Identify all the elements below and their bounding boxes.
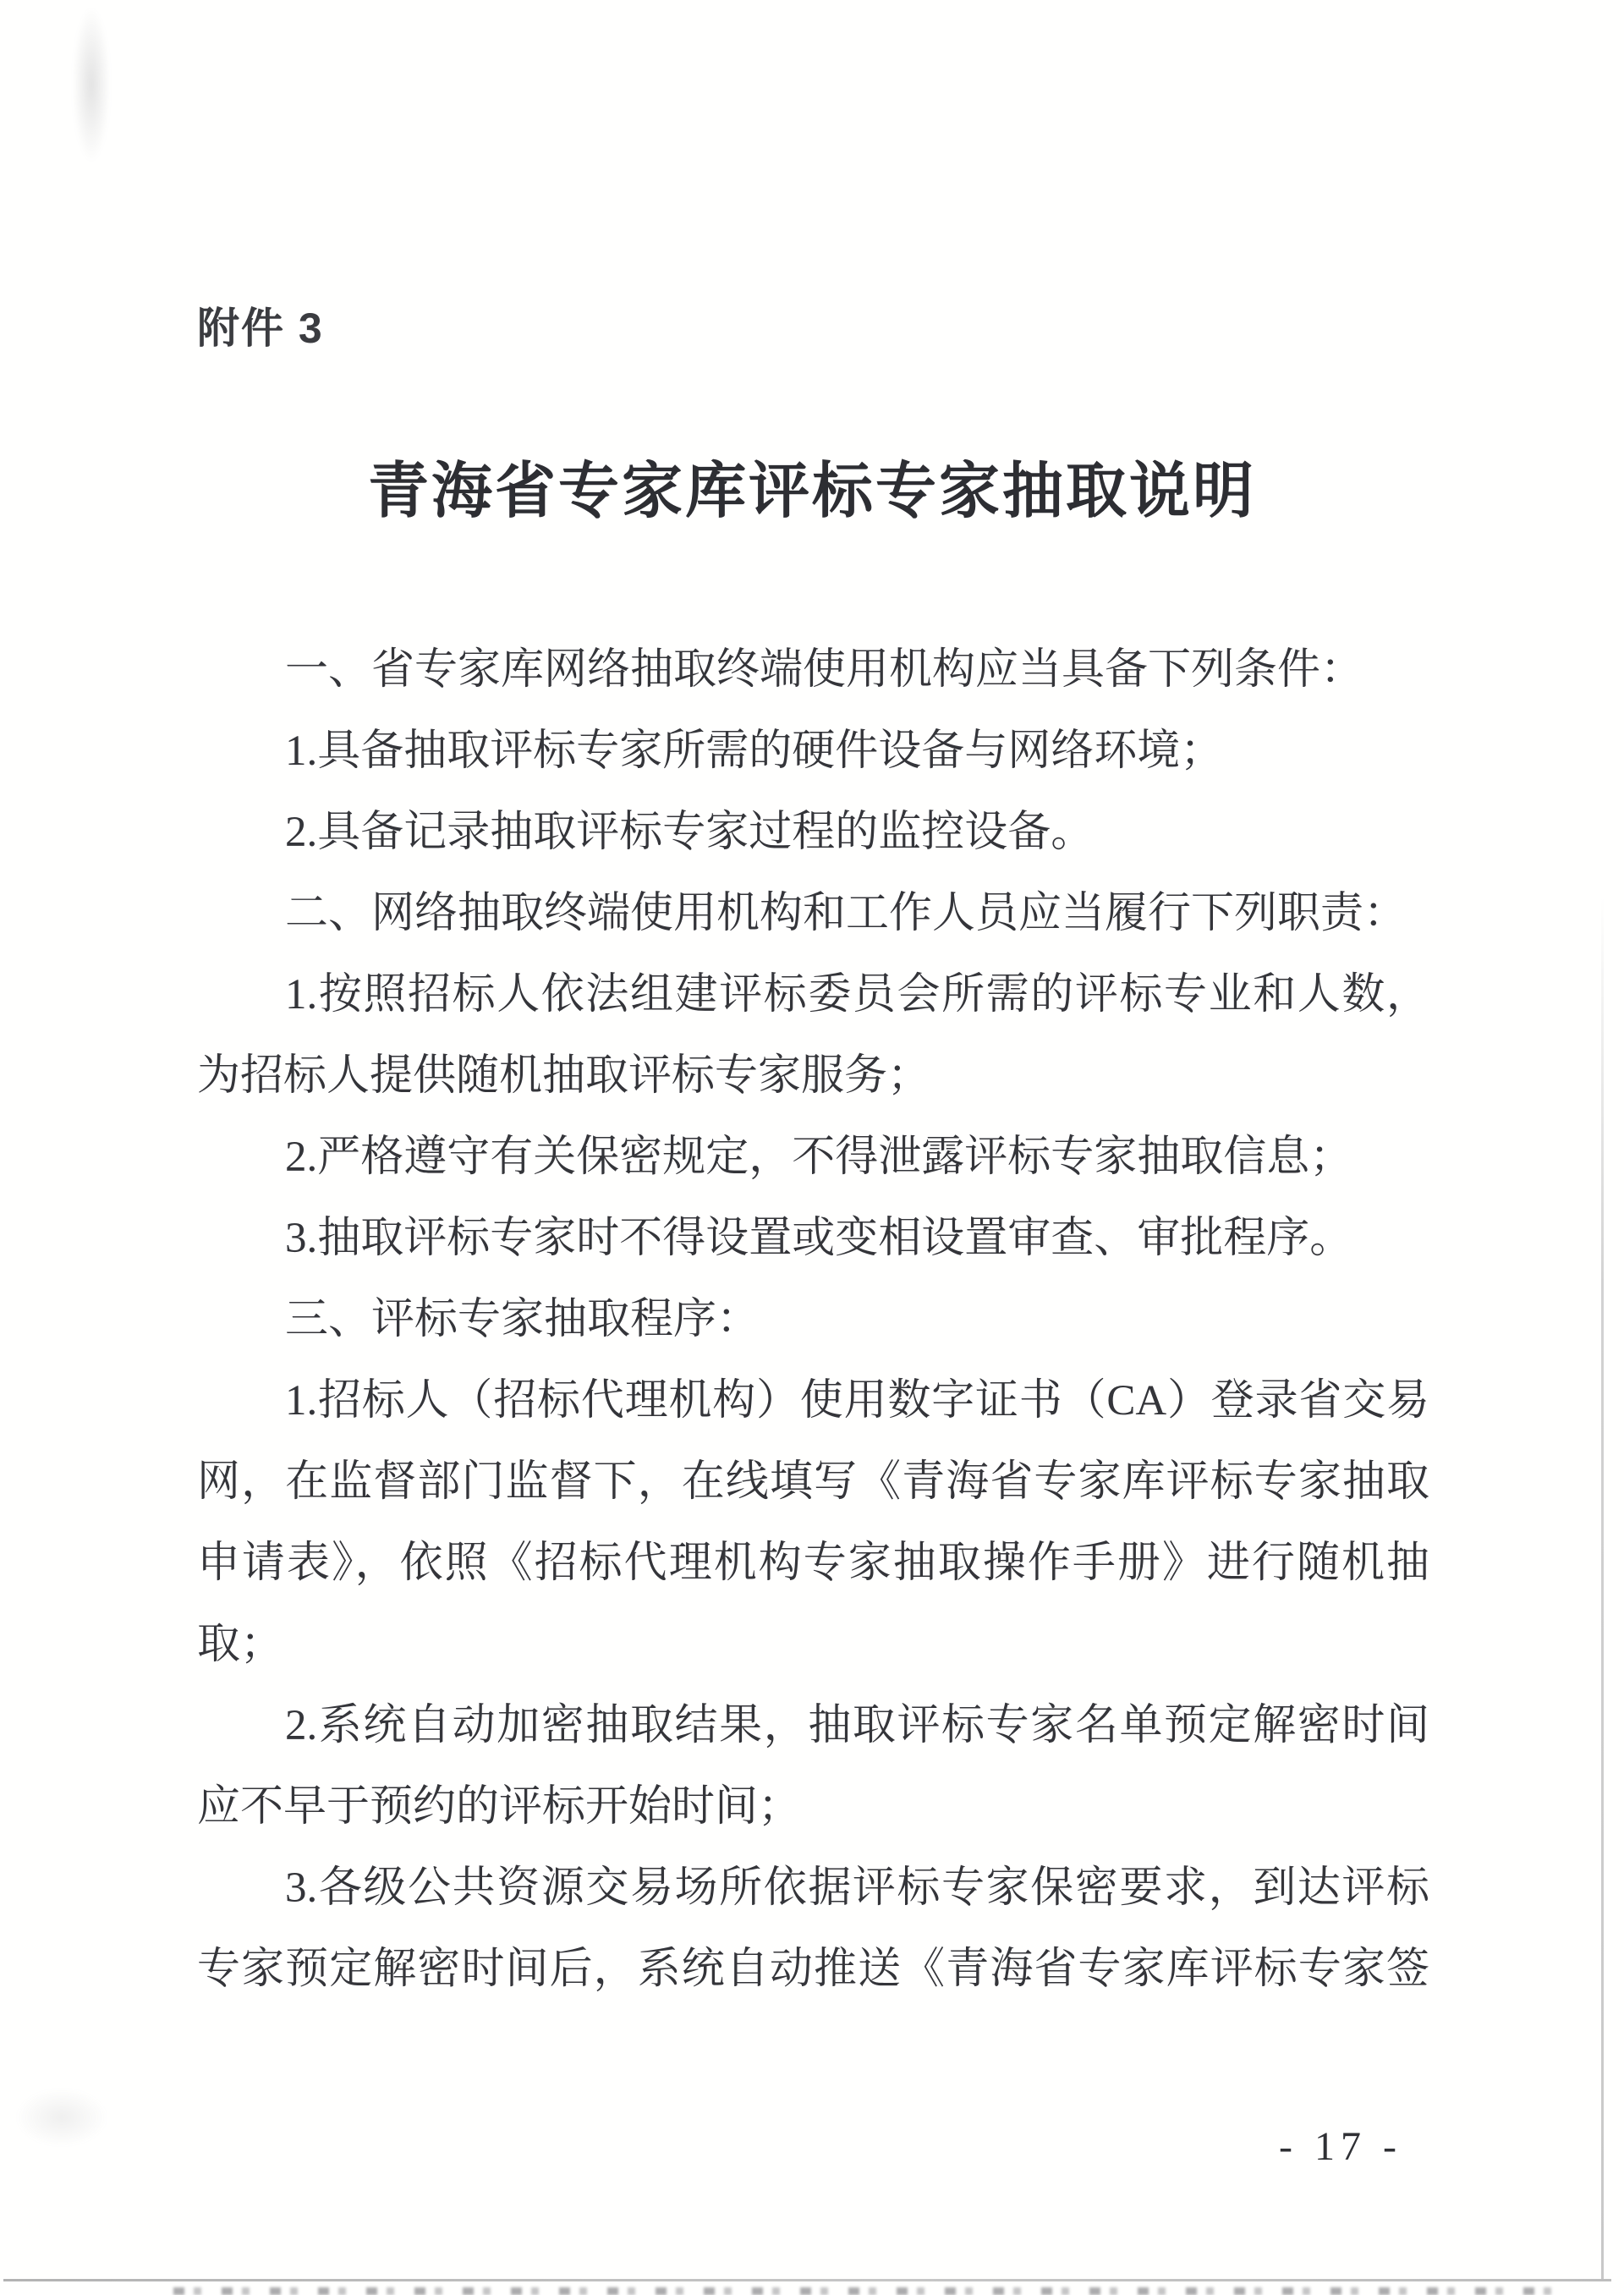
- text-line: 1.按照招标人依法组建评标委员会所需的评标专业和人数，: [285, 971, 1429, 1018]
- text-line: 应不早于预约的评标开始时间；: [197, 1783, 802, 1831]
- text-line: 1.具备抽取评标专家所需的硬件设备与网络环境；: [285, 727, 1224, 775]
- scan-smudge: [15, 2088, 108, 2147]
- text-line: 2.具备记录抽取评标专家过程的监控设备。: [285, 809, 1095, 856]
- text-line: 网，在监督部门监督下，在线填写《青海省专家库评标专家抽取: [197, 1458, 1429, 1506]
- scan-edge-shadow-right: [1601, 897, 1604, 2281]
- text-line: 为招标人提供随机抽取评标专家服务；: [197, 1052, 931, 1100]
- text-line: 3.抽取评标专家时不得设置或变相设置审查、审批程序。: [285, 1215, 1353, 1262]
- scan-smudge: [73, 8, 110, 161]
- text-line: 二、网络抽取终端使用机构和工作人员应当履行下列职责：: [285, 890, 1407, 937]
- text-line: 2.严格遵守有关保密规定，不得泄露评标专家抽取信息；: [285, 1134, 1353, 1181]
- text-line: 取；: [197, 1621, 284, 1668]
- scan-edge-shadow-bottom: [3, 2279, 1611, 2281]
- text-line: 一、省专家库网络抽取终端使用机构应当具备下列条件：: [285, 646, 1364, 694]
- page-number: - 17 -: [1279, 2124, 1402, 2169]
- text-line: 1.招标人（招标代理机构）使用数字证书（CA）登录省交易: [285, 1377, 1429, 1425]
- attachment-label: 附件 3: [197, 305, 324, 352]
- text-line: 3.各级公共资源交易场所依据评标专家保密要求，到达评标: [285, 1864, 1429, 1912]
- text-line: 申请表》，依照《招标代理机构专家抽取操作手册》进行随机抽: [197, 1540, 1429, 1587]
- next-page-ghost-text: [173, 2287, 1561, 2295]
- document-body: [197, 629, 1429, 2010]
- document-title: 青海省专家库评标专家抽取说明: [367, 458, 1256, 525]
- text-line: 三、评标专家抽取程序：: [285, 1296, 760, 1343]
- text-line: 2.系统自动加密抽取结果，抽取评标专家名单预定解密时间: [285, 1702, 1429, 1749]
- text-line: 专家预定解密时间后，系统自动推送《青海省专家库评标专家签: [197, 1946, 1429, 1993]
